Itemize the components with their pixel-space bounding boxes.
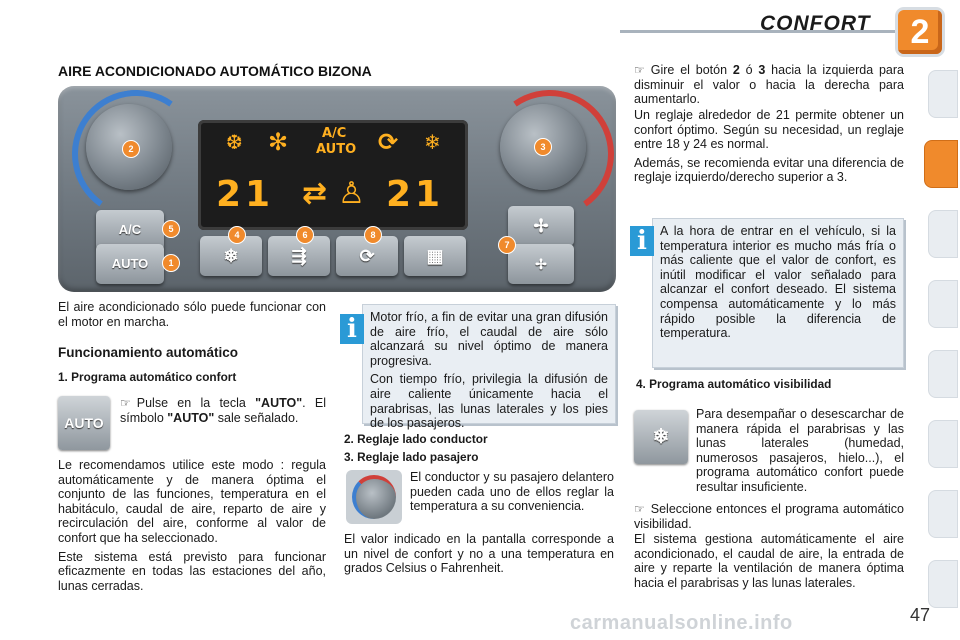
rear-defrost-button[interactable] [404, 236, 466, 276]
info-icon: i [630, 226, 654, 256]
page-number: 47 [910, 605, 931, 625]
defrost-rear-icon: ❆ [226, 130, 243, 154]
chapter-tab-8[interactable] [928, 560, 958, 608]
lcd-ac-label: A/C [322, 126, 347, 141]
callout-3: 3 [534, 138, 552, 156]
info-cold-engine-paragraph: Motor frío, a fin de evitar una gran difusión de aire frío, el caudal de aire sólo alcanzará su nivel óptimo de manera progresiva. [370, 310, 608, 368]
recirculation-icon: ⟳ [359, 246, 375, 266]
setting-3-title: 3. Reglaje lado pasajero [344, 450, 479, 464]
subtitle-automatic-operation: Funcionamiento automático [58, 345, 239, 361]
lcd-display [198, 120, 468, 230]
visibility-button-image [634, 410, 688, 464]
seated-occupant-icon: ♙ [338, 176, 365, 211]
lcd-left-temperature: 21 [216, 174, 275, 215]
visibility-paragraph: Para desempañar o desescarchar de manera rápida el parabrisas y las lunas laterales (humedad, numerosos pasajeros, hielo...), el programa automático confort puede resultar insuficiente. [696, 407, 904, 494]
callout-8: 8 [364, 226, 382, 244]
fan-large-icon: ✢ [533, 216, 549, 236]
auto-button-image: AUTO [58, 396, 110, 450]
recirculation-icon: ⟳ [378, 128, 399, 156]
left-body [58, 458, 326, 593]
chapter-tab-1[interactable] [928, 70, 958, 118]
chapter-tab-3[interactable] [928, 210, 958, 258]
fan-decrease-button[interactable] [508, 244, 574, 284]
pointer-bullet-icon [120, 396, 137, 410]
air-flow-icon: ⇶ [291, 246, 307, 266]
callout-1: 1 [162, 254, 180, 272]
pointer-bullet-icon [634, 502, 651, 516]
chapter-tabs [928, 70, 960, 610]
program-1-title: 1. Programa automático confort [58, 370, 237, 385]
chapter-number-badge: 2 [898, 10, 942, 54]
callout-6: 6 [296, 226, 314, 244]
chapter-tab-6[interactable] [928, 420, 958, 468]
info-icon: i [340, 314, 364, 344]
windshield-defrost-icon: ❄ [652, 426, 670, 448]
air-distribution-icon: ⇄ [302, 176, 328, 211]
fan-small-icon: ✢ [535, 256, 547, 272]
chapter-title: CONFORT [760, 12, 871, 35]
temperature-knob-icon [352, 475, 396, 519]
rear-defrost-icon: ▦ [426, 246, 444, 266]
value-paragraph: El valor indicado en la pantalla corresponde a un nivel de confort y no a una temperatura en grados Celsius o Fahrenheit. [344, 532, 614, 576]
right-bullet-2: ☞ Seleccione entonces el programa automático visibilidad. [634, 502, 904, 531]
chapter-tab-7[interactable] [928, 490, 958, 538]
difference-paragraph: Además, se recomienda evitar una diferencia de reglaje izquierdo/derecho superior a 3. [634, 155, 904, 185]
callout-4: 4 [228, 226, 246, 244]
program-4-title: 4. Programa automático visibilidad [636, 377, 832, 391]
callout-7: 7 [498, 236, 516, 254]
info-cold-weather-paragraph: Con tiempo frío, privilegia la difusión de aire caliente únicamente hacia el parabrisas, las lunas laterales y los pies de los pasajeros. [370, 372, 608, 431]
info-box-cold-engine-text [370, 310, 608, 431]
optimal-setting-paragraph: Un reglaje alrededor de 21 permite obtener un confort óptimo. Según su necesidad, un reglaje entre 18 y 24 es normal. [634, 108, 904, 152]
climate-control-panel-illustration [58, 86, 616, 292]
callout-5: 5 [162, 220, 180, 238]
callout-2: 2 [122, 140, 140, 158]
pointer-bullet-icon [634, 63, 651, 77]
left-column [58, 300, 326, 384]
watermark: carmanualsonline.info [570, 612, 793, 634]
info-entering-vehicle-paragraph: A la hora de entrar en el vehículo, si la temperatura interior es mucho más fría o más caliente que el valor de confort, es inútil modificar el valor señalado para alcanzar el confort deseado. El sistema compensa automáticamente y lo más rápido posible la diferencia de temperatura. [660, 224, 896, 341]
auto-button[interactable]: AUTO [96, 244, 164, 284]
seasons-paragraph: Este sistema está previsto para funcionar eficazmente en todas las estaciones del año, lunas cerradas. [58, 549, 326, 593]
temperature-knob-image [346, 470, 402, 524]
fan-increase-button[interactable] [508, 206, 574, 246]
setting-2-title: 2. Reglaje lado conductor [344, 432, 488, 446]
right-body [634, 108, 904, 185]
recommendation-paragraph: Le recomendamos utilice este modo : regula automáticamente y de manera óptima el conjunto de las funciones, temperatura en el habitáculo, caudal de aire, reparto de aire y recirculación del aire, conforme al valor de confort que ha seleccionado. [58, 458, 326, 545]
right-bullet-1: ☞ Gire el botón 2 ó 3 hacia la izquierda para disminuir el valor o hacia la derecha para aumentarlo. [634, 63, 904, 107]
intro-paragraph: El aire acondicionado sólo puede funcionar con el motor en marcha. [58, 300, 326, 329]
system-management-paragraph: El sistema gestiona automáticamente el aire acondicionado, el caudal de aire, la entrada de aire y reparte la ventilación de manera óptima hacia el parabrisas y las lunas laterales. [634, 532, 904, 590]
chapter-tab-4[interactable] [928, 280, 958, 328]
ac-button[interactable]: A/C [96, 210, 164, 250]
section-title: AIRE ACONDICIONADO AUTOMÁTICO BIZONA [58, 63, 372, 79]
fan-icon: ✻ [268, 128, 289, 156]
chapter-tab-5[interactable] [928, 350, 958, 398]
windshield-defrost-icon: ❄ [223, 246, 239, 266]
program-1-bullet: ☞ Pulse en la tecla "AUTO". El símbolo "AUTO" sale señalado. [120, 396, 326, 425]
windshield-defrost-icon: ❄ [424, 130, 441, 154]
knob-paragraph: El conductor y su pasajero delantero pueden cada uno de ellos reglar la temperatura a su conveniencia. [410, 470, 614, 514]
lcd-right-temperature: 21 [386, 174, 445, 215]
chapter-tab-2-active[interactable] [924, 140, 958, 188]
lcd-auto-label: AUTO [316, 142, 357, 157]
